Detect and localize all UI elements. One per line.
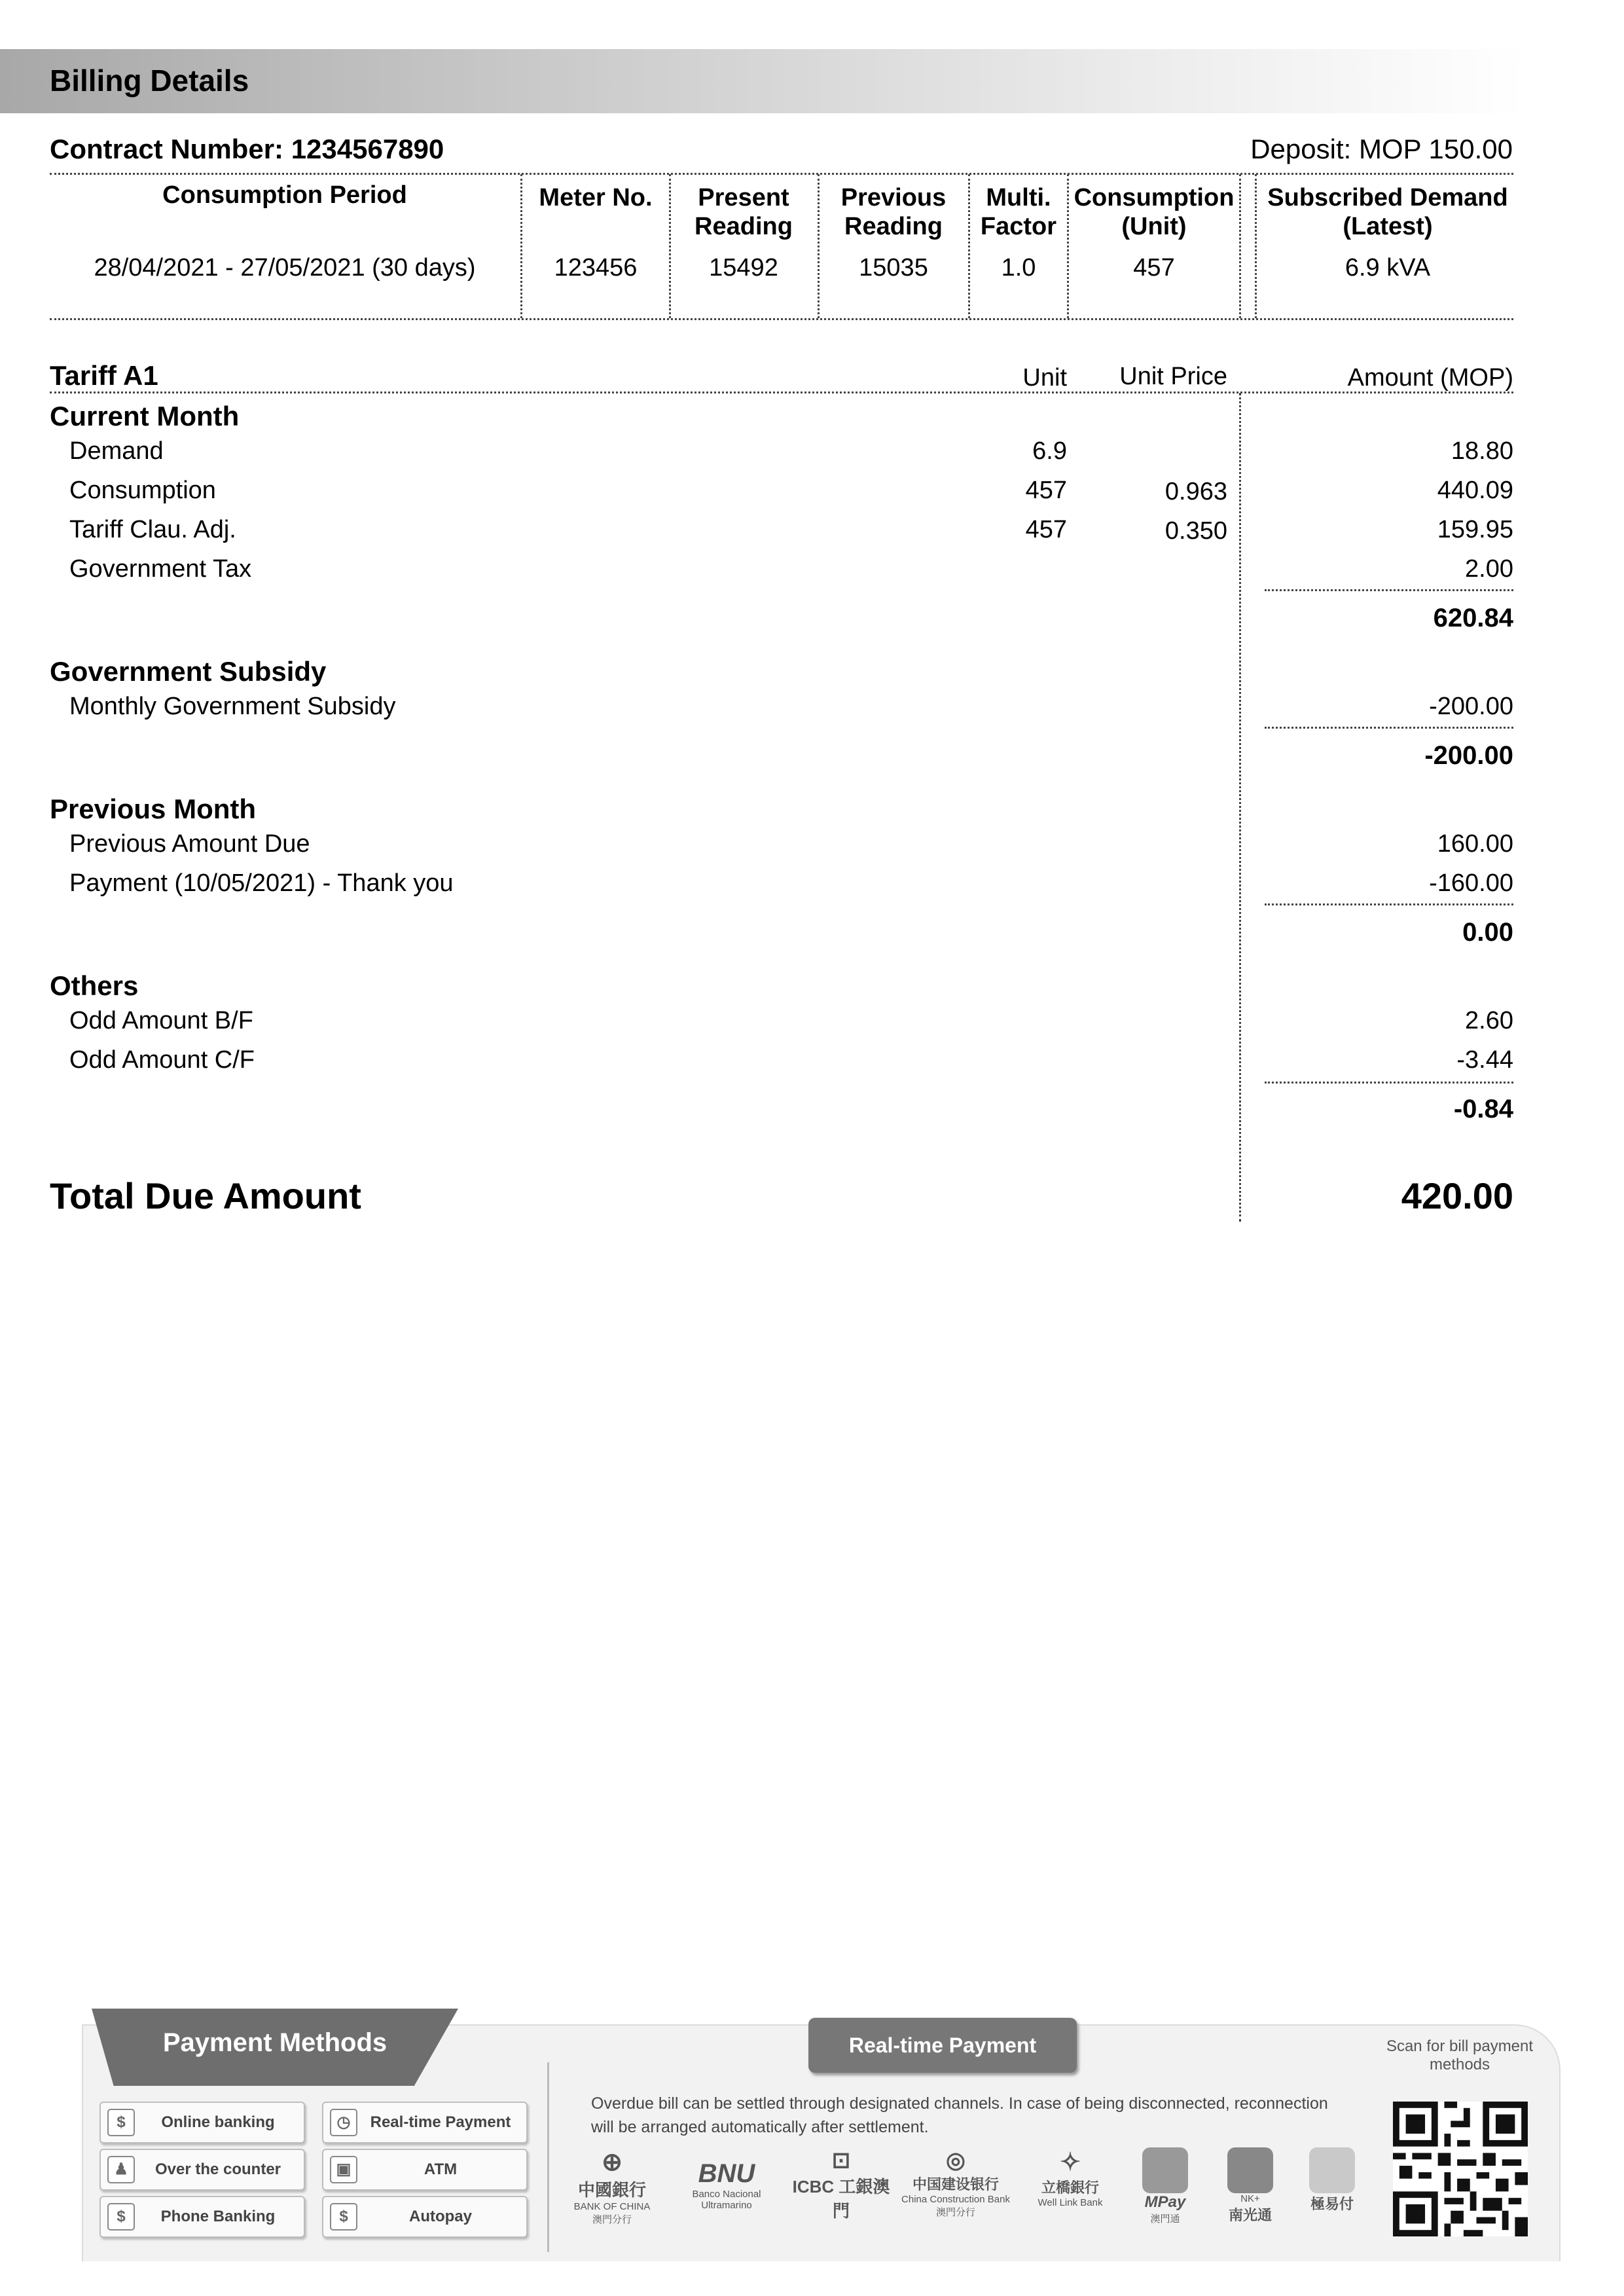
table-bottom-line — [50, 318, 1513, 320]
previous-month-subtotal: 0.00 — [1462, 918, 1513, 947]
page-title: Billing Details — [50, 64, 249, 98]
amount-divider — [1239, 393, 1241, 1222]
subtotal-line — [1265, 727, 1513, 729]
government-subsidy-heading: Government Subsidy — [50, 656, 327, 687]
payment-amount: -160.00 — [1429, 869, 1513, 897]
gov-tax-amount: 2.00 — [1465, 555, 1513, 583]
value-consumption-period: 28/04/2021 - 27/05/2021 (30 days) — [94, 254, 476, 282]
col-divider — [818, 174, 820, 318]
col-divider — [669, 174, 671, 318]
header-previous-reading: Previous Reading — [840, 184, 947, 240]
previous-due-amount: 160.00 — [1437, 830, 1513, 858]
over-the-counter-button[interactable]: ♟ Over the counter — [99, 2149, 305, 2191]
tariff-adj-price: 0.350 — [1164, 517, 1227, 545]
subtotal-line — [1265, 1082, 1513, 1084]
monthly-subsidy-amount: -200.00 — [1429, 693, 1513, 720]
atm-icon: ▣ — [330, 2156, 357, 2183]
tariff-title: Tariff A1 — [50, 360, 158, 391]
consumption-amount: 440.09 — [1437, 477, 1513, 504]
realtime-payment-tab[interactable]: Real-time Payment — [808, 2018, 1077, 2073]
value-multi-factor: 1.0 — [1001, 254, 1036, 282]
ccb-logo: ◎ 中国建设银行 China Construction Bank 澳門分行 — [901, 2148, 1010, 2218]
bnu-logo: BNU Banco Nacional Ultramarino — [692, 2159, 761, 2211]
odd-cf-label: Odd Amount C/F — [69, 1046, 255, 1074]
demand-unit: 6.9 — [1032, 437, 1067, 465]
atm-button[interactable]: ▣ ATM — [322, 2149, 528, 2191]
col-divider — [1067, 174, 1069, 318]
mpay-logo: MPay 澳門通 — [1126, 2147, 1204, 2232]
deposit: Deposit: MOP 150.00 — [1250, 134, 1513, 164]
others-heading: Others — [50, 970, 139, 1001]
scan-instructions: Scan for bill payment methods — [1386, 2037, 1534, 2073]
well-link-bank-logo: ✧ 立橋銀行 Well Link Bank — [1038, 2149, 1103, 2208]
header-subscribed-demand: Subscribed Demand (Latest) — [1267, 184, 1508, 240]
qr-code[interactable] — [1393, 2102, 1528, 2236]
col-unit: Unit — [1022, 364, 1067, 392]
others-subtotal: -0.84 — [1453, 1095, 1513, 1123]
icbc-logo: ⊡ ICBC 工銀澳門 — [792, 2148, 890, 2221]
phone-icon: $ — [107, 2203, 135, 2231]
col-divider — [968, 174, 970, 318]
tariff-header-line — [50, 392, 1513, 393]
clock-icon: ◷ — [330, 2109, 357, 2136]
payment-label: Payment (10/05/2021) - Thank you — [69, 869, 454, 897]
bank-of-china-logo: ⊕ 中國銀行 BANK OF CHINA 澳門分行 — [573, 2149, 651, 2225]
subtotal-line — [1265, 903, 1513, 905]
consumption-label: Consumption — [69, 477, 216, 504]
nk-plus-logo: NK+ 南光通 — [1211, 2147, 1290, 2232]
autopay-icon: $ — [330, 2203, 357, 2231]
payment-methods-title: Payment Methods — [162, 2028, 388, 2057]
col-divider — [1255, 174, 1257, 318]
table-top-line — [50, 173, 1513, 175]
monthly-subsidy-label: Monthly Government Subsidy — [69, 693, 396, 720]
jiyifu-logo: 極易付 — [1293, 2147, 1371, 2232]
footer-divider — [547, 2062, 549, 2252]
odd-bf-label: Odd Amount B/F — [69, 1007, 253, 1034]
odd-cf-amount: -3.44 — [1456, 1046, 1513, 1074]
counter-icon: ♟ — [107, 2156, 135, 2183]
realtime-payment-button[interactable]: ◷ Real-time Payment — [322, 2102, 528, 2143]
consumption-unit: 457 — [1025, 477, 1067, 504]
header-present-reading: Present Reading — [695, 184, 793, 240]
demand-label: Demand — [69, 437, 164, 465]
col-divider — [1239, 174, 1241, 318]
subtotal-line — [1265, 589, 1513, 591]
previous-due-label: Previous Amount Due — [69, 830, 310, 858]
value-subscribed-demand: 6.9 kVA — [1344, 254, 1431, 282]
demand-amount: 18.80 — [1451, 437, 1513, 465]
dollar-icon: $ — [107, 2109, 135, 2136]
header-consumption-unit: Consumption (Unit) — [1074, 184, 1235, 240]
total-due-label: Total Due Amount — [50, 1175, 361, 1216]
current-month-heading: Current Month — [50, 401, 240, 431]
gov-tax-label: Government Tax — [69, 555, 252, 583]
value-consumption-unit: 457 — [1133, 254, 1175, 282]
phone-banking-button[interactable]: $ Phone Banking — [99, 2196, 305, 2238]
header-meter-no: Meter No. — [539, 184, 653, 211]
value-present-reading: 15492 — [709, 254, 778, 282]
current-month-subtotal: 620.84 — [1433, 604, 1513, 632]
col-amount: Amount (MOP) — [1347, 364, 1513, 392]
contract-number: Contract Number: 1234567890 — [50, 134, 444, 164]
subsidy-subtotal: -200.00 — [1424, 741, 1513, 770]
value-previous-reading: 15035 — [859, 254, 928, 282]
online-banking-button[interactable]: $ Online banking — [99, 2102, 305, 2143]
consumption-price: 0.963 — [1164, 478, 1227, 505]
col-unit-price: Unit Price — [1119, 363, 1227, 390]
header-consumption-period: Consumption Period — [162, 181, 407, 209]
autopay-button[interactable]: $ Autopay — [322, 2196, 528, 2238]
odd-bf-amount: 2.60 — [1465, 1007, 1513, 1034]
tariff-adj-amount: 159.95 — [1437, 516, 1513, 543]
header-multi-factor: Multi. Factor — [980, 184, 1057, 240]
total-due-amount: 420.00 — [1401, 1175, 1513, 1216]
value-meter-no: 123456 — [554, 254, 638, 282]
tariff-adj-unit: 457 — [1025, 516, 1067, 543]
tariff-adj-label: Tariff Clau. Adj. — [69, 516, 236, 543]
overdue-notice: Overdue bill can be settled through designated channels. In case of being disconnected, reconnection will be arranged automatically after settlement. — [591, 2094, 1328, 2136]
previous-month-heading: Previous Month — [50, 793, 257, 824]
col-divider — [520, 174, 522, 318]
